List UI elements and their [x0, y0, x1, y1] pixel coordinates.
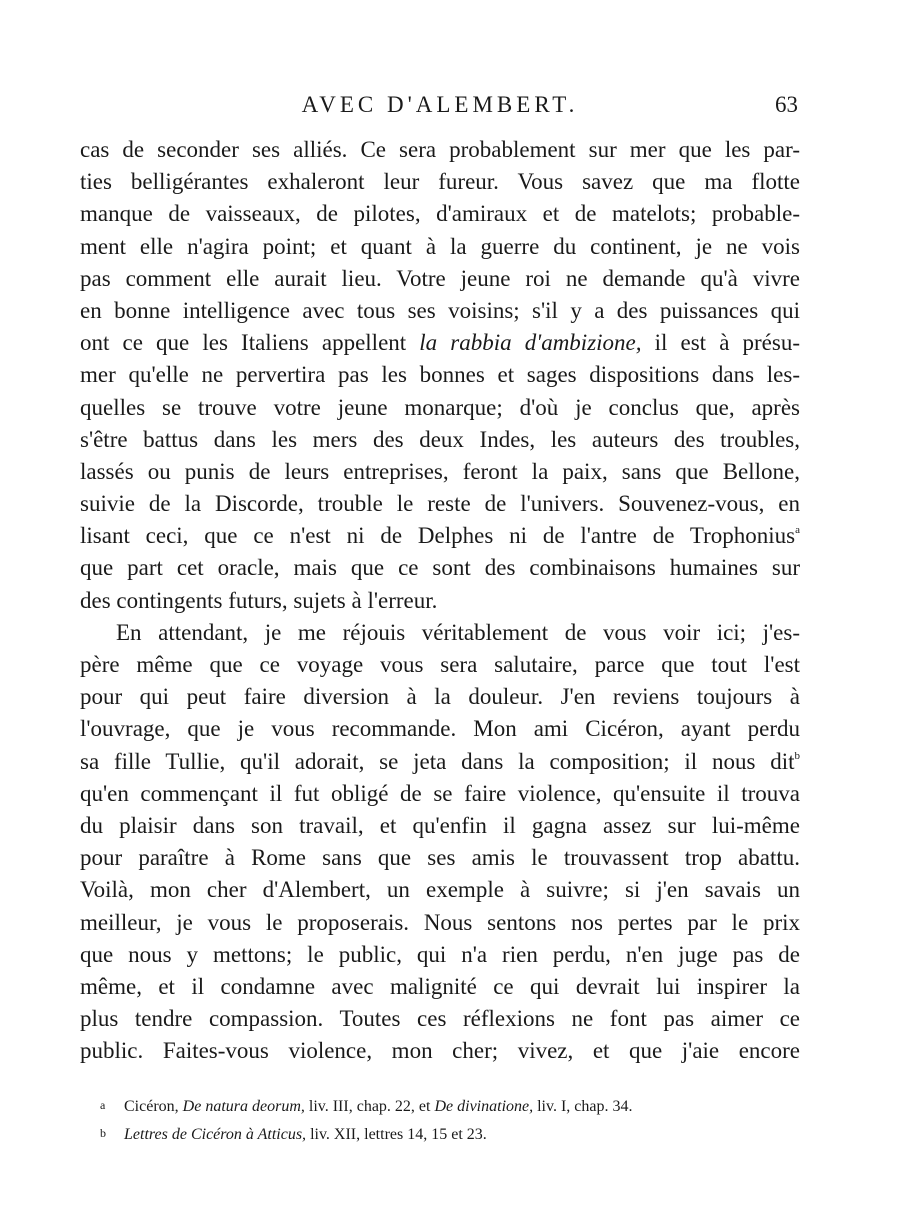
text-line: qu'en commençant il fut obligé de se faire violence, qu'ensuite il trouva	[80, 780, 800, 806]
footnote-a	[100, 1092, 800, 1120]
italic-phrase: la rabbia d'ambizione,	[419, 330, 642, 356]
footnote-ref-a[interactable]: a	[795, 524, 800, 537]
text-line: En attendant, je me réjouis véritablement de vous voir ici; j'es-	[116, 619, 800, 645]
text-line: ment elle n'agira point; et quant à la guerre du continent, je ne vois	[80, 233, 800, 259]
text-line: s'être battus dans les mers des deux Indes, les auteurs des troubles,	[80, 426, 800, 452]
text-line: pas comment elle aurait lieu. Votre jeune roi ne demande qu'à vivre	[80, 265, 800, 291]
text-line: manque de vaisseaux, de pilotes, d'amiraux et de matelots; probable-	[80, 201, 800, 227]
text-line: mer qu'elle ne pervertira pas les bonnes et sages dispositions dans les-	[80, 362, 800, 388]
page-number: 63	[775, 92, 798, 117]
text-line	[80, 746, 800, 778]
footnote-ref-b[interactable]: b	[794, 749, 800, 762]
text-line: en bonne intelligence avec tous ses voisins; s'il y a des puissances qui	[80, 297, 800, 323]
running-title: AVEC D'ALEMBERT.	[301, 92, 579, 117]
text-line: quelles se trouve votre jeune monarque; d'où je conclus que, après	[80, 394, 800, 420]
text-run: liv. III, chap. 22, et	[304, 1098, 435, 1115]
text-line: cas de seconder ses alliés. Ce sera probablement sur mer que les par-	[80, 137, 800, 162]
text-line: l'ouvrage, que je vous recommande. Mon ami Cicéron, ayant perdu	[80, 716, 800, 742]
text-line: que part cet oracle, mais que ce sont des combinaisons humaines sur	[80, 555, 800, 581]
text-line: pour qui peut faire diversion à la douleur. J'en reviens toujours à	[80, 684, 800, 710]
text-line: pour paraître à Rome sans que ses amis le trouvassent trop abattu.	[80, 845, 800, 871]
italic-title: De natura deorum,	[182, 1098, 305, 1115]
text-line: lassés ou punis de leurs entreprises, feront la paix, sans que Bellone,	[80, 458, 800, 484]
text-line	[80, 520, 800, 552]
text-line: que nous y mettons; le public, qui n'a rien perdu, n'en juge pas de	[80, 941, 800, 967]
text-line: suivie de la Discorde, trouble le reste de l'univers. Souvenez-vous, en	[80, 491, 800, 517]
text-run: lisant ceci, que ce n'est ni de Delphes ni de l'antre de Trophonius	[80, 523, 796, 549]
text-line: plus tendre compassion. Toutes ces réflexions ne font pas aimer ce	[80, 1006, 800, 1032]
text-run: liv. XII, lettres 14, 15 et 23.	[306, 1126, 487, 1143]
text-line: public. Faites-vous violence, mon cher; vivez, et que j'aie encore	[80, 1038, 800, 1064]
footnotes	[100, 1092, 800, 1148]
italic-title: Lettres de Cicéron à Atticus,	[124, 1126, 307, 1143]
text-line: même, et il condamne avec malignité ce qui devrait lui inspirer la	[80, 973, 800, 999]
text-run: Cicéron,	[124, 1098, 183, 1115]
text-line: ties belligérantes exhaleront leur fureur. Vous savez que ma flotte	[80, 169, 800, 195]
body-text	[80, 134, 800, 1067]
footnote-mark: a	[100, 1098, 106, 1112]
text-run: liv. I, chap. 34.	[533, 1098, 633, 1115]
text-line: meilleur, je vous le proposerais. Nous sentons nos pertes par le prix	[80, 909, 800, 935]
text-run: il est à présu-	[641, 330, 801, 356]
text-line: Voilà, mon cher d'Alembert, un exemple à suivre; si j'en savais un	[80, 877, 800, 903]
text-line: des contingents futurs, sujets à l'erreur.	[80, 587, 438, 613]
text-run: sa fille Tullie, qu'il adorait, se jeta dans la composition; il nous dit	[80, 748, 795, 774]
italic-title: De divinatione,	[434, 1098, 534, 1115]
text-line: père même que ce voyage vous sera salutaire, parce que tout l'est	[80, 652, 800, 677]
footnote-mark: b	[100, 1126, 106, 1140]
text-line: du plaisir dans son travail, et qu'enfin il gagna assez sur lui-même	[80, 812, 800, 838]
text-run: ont ce que les Italiens appellent	[80, 330, 420, 356]
footnote-b	[100, 1120, 800, 1148]
page-header	[80, 86, 800, 126]
text-line	[80, 327, 800, 359]
